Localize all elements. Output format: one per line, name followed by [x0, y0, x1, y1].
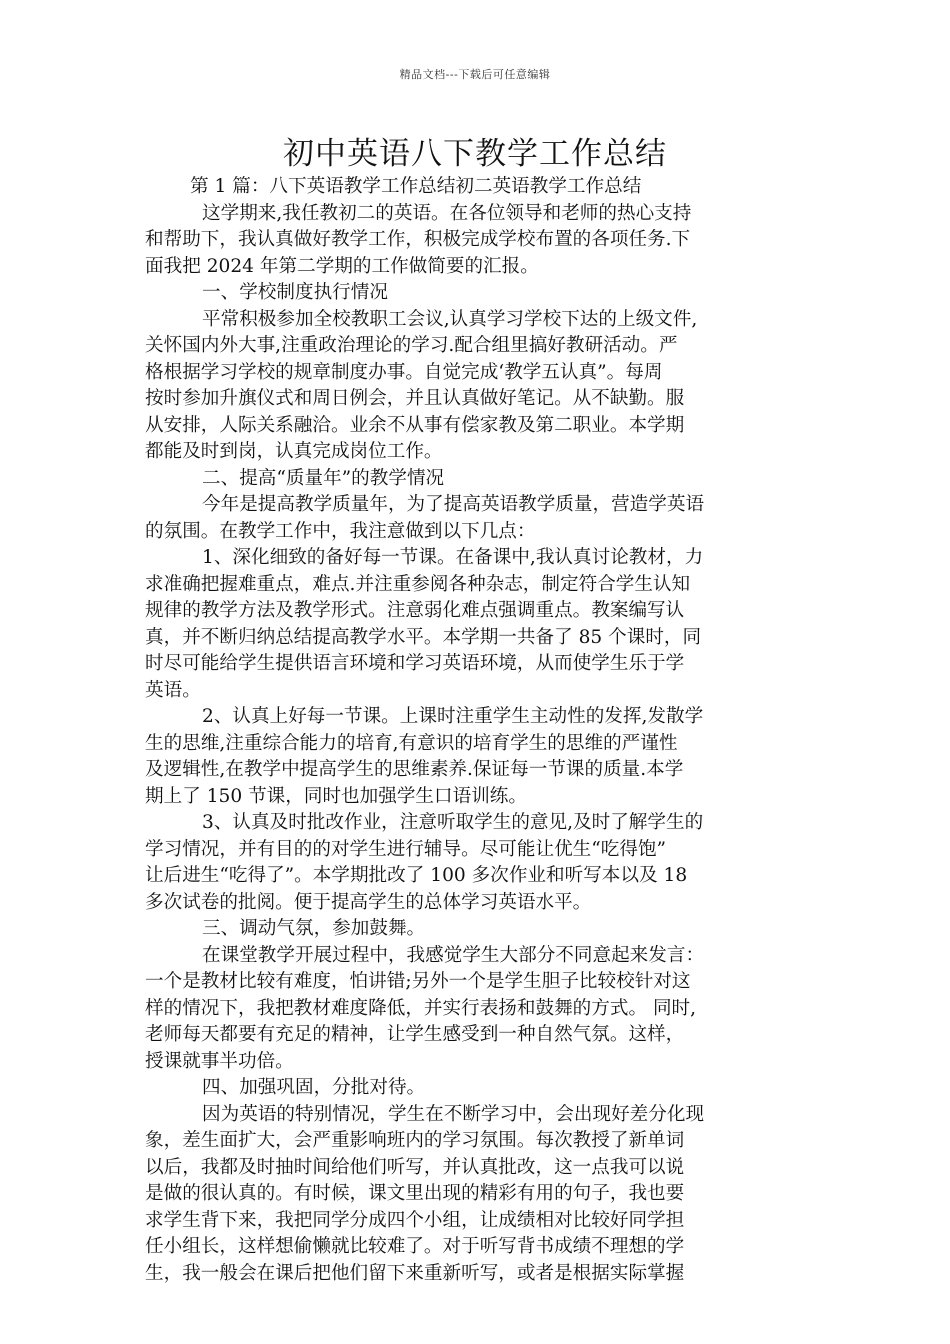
text-line: 老师每天都要有充足的精神，让学生感受到一种自然气氛。这样，	[145, 1024, 685, 1045]
text-line: 3、认真及时批改作业，注意听取学生的意见,及时了解学生的	[202, 812, 704, 833]
text-line: 以后，我都及时抽时间给他们听写，并认真批改，这一点我可以说	[145, 1156, 685, 1178]
text-line: 时尽可能给学生提供语言环境和学习英语环境，从而使学生乐于学	[145, 653, 685, 674]
text-line: 多次试卷的批阅。便于提高学生的总体学习英语水平。	[145, 891, 592, 913]
text-line: 英语。	[145, 679, 201, 701]
text-line: 任小组长，这样想偷懒就比较难了。对于听写背书成绩不理想的学	[145, 1236, 685, 1257]
text-line: 样的情况下，我把教材难度降低，并实行表扬和鼓舞的方式。 同时,	[145, 997, 697, 1019]
text-line: 1、深化细致的备好每一节课。在备课中,我认真讨论教材，力	[202, 547, 704, 568]
text-line: 学习情况，并有目的的对学生进行辅导。尽可能让优生“吃得饱”	[145, 838, 667, 860]
text-line: 及逻辑性,在教学中提高学生的思维素养.保证每一节课的质量.本学	[145, 759, 684, 780]
text-line: 都能及时到岗，认真完成岗位工作。	[145, 441, 443, 462]
text-line: 今年是提高教学质量年，为了提高英语教学质量，营造学英语	[202, 494, 705, 515]
text-line: 和帮助下，我认真做好教学工作，积极完成学校布置的各项任务.下	[145, 229, 691, 250]
text-line: 因为英语的特别情况，学生在不断学习中，会出现好差分化现	[202, 1103, 705, 1125]
text-line: 格根据学习学校的规章制度办事。自觉完成‘教学五认真”。每周	[145, 361, 663, 383]
text-line: 象，差生面扩大，会严重影响班内的学习氛围。每次教授了新单词	[145, 1130, 685, 1151]
text-line: 生，我一般会在课后把他们留下来重新听写，或者是根据实际掌握	[145, 1262, 685, 1284]
header-note: 精品文档---下载后可任意编辑	[399, 68, 551, 81]
text-line: 在课堂教学开展过程中，我感觉学生大部分不同意起来发言：	[202, 944, 705, 966]
text-line: 求学生背下来，我把同学分成四个小组，让成绩相对比较好同学担	[145, 1209, 685, 1231]
text-line: 真，并不断归纳总结提高教学水平。本学期一共备了 85 个课时，同	[145, 626, 702, 648]
text-line: 期上了 150 节课，同时也加强学生口语训练。	[145, 785, 527, 807]
text-line: 授课就事半功倍。	[145, 1050, 294, 1072]
text-line: 四、加强巩固，分批对待。	[202, 1077, 426, 1098]
text-line: 三、调动气氛，参加鼓舞。	[202, 918, 426, 939]
text-line: 一、学校制度执行情况	[202, 282, 388, 303]
section-subheading: 第 1 篇：八下英语教学工作总结初二英语教学工作总结	[190, 176, 642, 197]
text-line: 规律的教学方法及教学形式。注意弱化难点强调重点。教案编写认	[145, 600, 685, 621]
text-line: 让后进生“吃得了”。本学期批改了 100 多次作业和听写本以及 18	[145, 865, 688, 886]
text-line: 关怀国内外大事,注重政治理论的学习.配合组里搞好教研活动。严	[145, 335, 678, 356]
text-line: 求准确把握难重点，难点.并注重参阅各种杂志，制定符合学生认知	[145, 573, 691, 595]
text-line: 的氛围。在教学工作中，我注意做到以下几点：	[145, 520, 536, 542]
text-line: 一个是教材比较有难度，怕讲错;另外一个是学生胆子比较校针对这	[145, 971, 691, 992]
text-line: 面我把 2024 年第二学期的工作做简要的汇报。	[145, 255, 539, 277]
text-line: 平常积极参加全校教职工会议,认真学习学校下达的上级文件,	[202, 308, 698, 330]
text-line: 生的思维,注重综合能力的培育,有意识的培育学生的思维的严谨性	[145, 732, 678, 754]
text-line: 从安排，人际关系融洽。业余不从事有偿家教及第二职业。本学期	[145, 414, 685, 436]
text-line: 是做的很认真的。有时候，课文里出现的精彩有用的句子，我也要	[145, 1183, 685, 1204]
text-line: 2、认真上好每一节课。上课时注重学生主动性的发挥,发散学	[202, 706, 704, 727]
text-line: 二、提高“质量年”的教学情况	[202, 467, 445, 489]
text-line: 这学期来,我任教初二的英语。在各位领导和老师的热心支持	[202, 202, 692, 224]
text-line: 按时参加升旗仪式和周日例会，并且认真做好笔记。从不缺勤。服	[145, 388, 685, 409]
document-body	[145, 174, 807, 1287]
document-title: 初中英语八下教学工作总结	[283, 136, 667, 172]
